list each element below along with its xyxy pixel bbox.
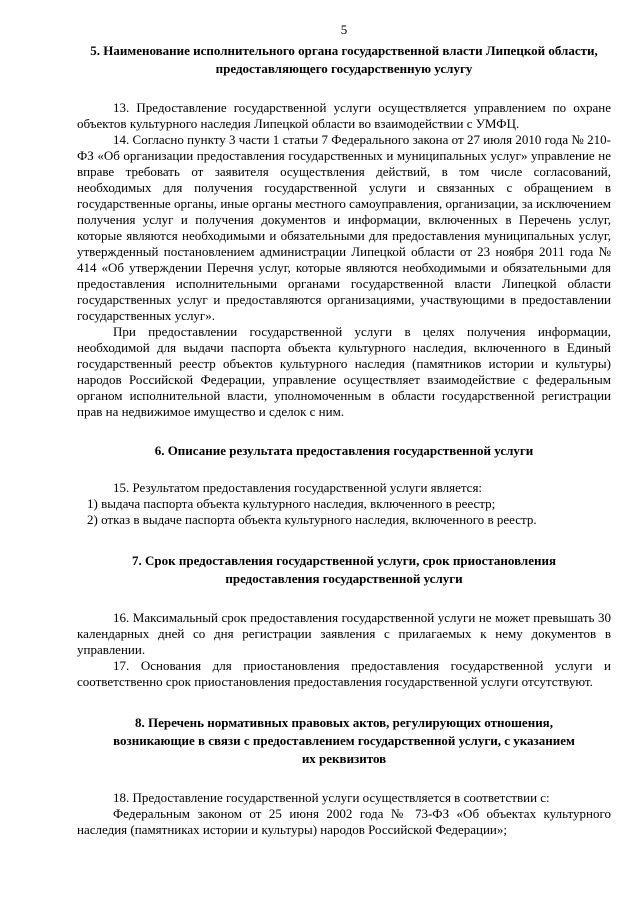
section-heading: 8. Перечень нормативных правовых актов, регулирующих отношения, возникающие в связи с предоставлением государственной услуги, с указанием их реквизитов xyxy=(113,715,575,766)
list-item: 2) отказ в выдаче паспорта объекта культурного наследия, включенного в реестр. xyxy=(87,512,537,527)
document-page xyxy=(77,22,611,838)
section-8 xyxy=(77,714,611,838)
section-7 xyxy=(77,552,611,690)
paragraph-13: 13. Предоставление государственной услуги осуществляется управлением по охране объектов культурного наследия Липецкой области во взаимодействии с УМФЦ. xyxy=(77,100,611,131)
paragraph-16: 16. Максимальный срок предоставления государственной услуги не может превышать 30 календарных дней со дня регистрации заявления с прилагаемых к нему документов в управлении. xyxy=(77,610,611,657)
paragraph-18: 18. Предоставление государственной услуги осуществляется в соответствии с: xyxy=(113,790,550,805)
paragraph-14: 14. Согласно пункту 3 части 1 статьи 7 Федерального закона от 27 июля 2010 года № 210-ФЗ «Об организации предоставления государственных и муниципальных услуг» управление не вправе требовать от заявителя осуществления действий, в том числе согласований, необходимых для получения государственной услуги и связанных с обращением в государственные органы, иные органы местного самоуправления, организации, за исключением получения услуг и получения документов и информации, включенных в Перечень услуг, которые являются необходимыми и обязательными для предоставления муниципальных услуг, утвержденный постановлением администрации Липецкой области от 23 ноября 2011 года № 414 «Об утверждении Перечня услуг, которые являются необходимыми и обязательными для предоставления исполнительными органами государственной власти Липецкой области государственных услуг и предоставляются организациями, участвующими в предоставлении государственных услуг». xyxy=(77,132,611,323)
section-heading: 5. Наименование исполнительного органа государственной власти Липецкой области, предоставляющего государственную услугу xyxy=(90,43,598,76)
section-heading: 7. Срок предоставления государственной услуги, срок приостановления предоставления государственной услуги xyxy=(132,553,556,586)
section-6 xyxy=(77,442,611,528)
list-item: 1) выдача паспорта объекта культурного наследия, включенного в реестр; xyxy=(87,496,496,511)
page-number: 5 xyxy=(340,22,348,37)
paragraph-interaction: При предоставлении государственной услуги в целях получения информации, необходимой для выдачи паспорта объекта культурного наследия, включенного в Единый государственный реестр объектов культурного наследия (памятников истории и культуры) народов Российской Федерации, управление осуществляет взаимодействие с федеральным органом исполнительной власти, уполномоченным в области государственной регистрации прав на недвижимое имущество и сделок с ним. xyxy=(77,324,611,419)
section-heading: 6. Описание результата предоставления государственной услуги xyxy=(154,443,534,458)
section-5 xyxy=(77,42,611,420)
paragraph-15: 15. Результатом предоставления государственной услуги является: xyxy=(113,480,483,495)
paragraph-17: 17. Основания для приостановления предоставления государственной услуги и соответственно срок приостановления предоставления государственной услуги отсутствуют. xyxy=(77,658,611,689)
paragraph-federal-law: Федеральным законом от 25 июня 2002 года № 73-ФЗ «Об объектах культурного наследия (памятниках истории и культуры) народов Российской Федерации»; xyxy=(77,806,611,837)
